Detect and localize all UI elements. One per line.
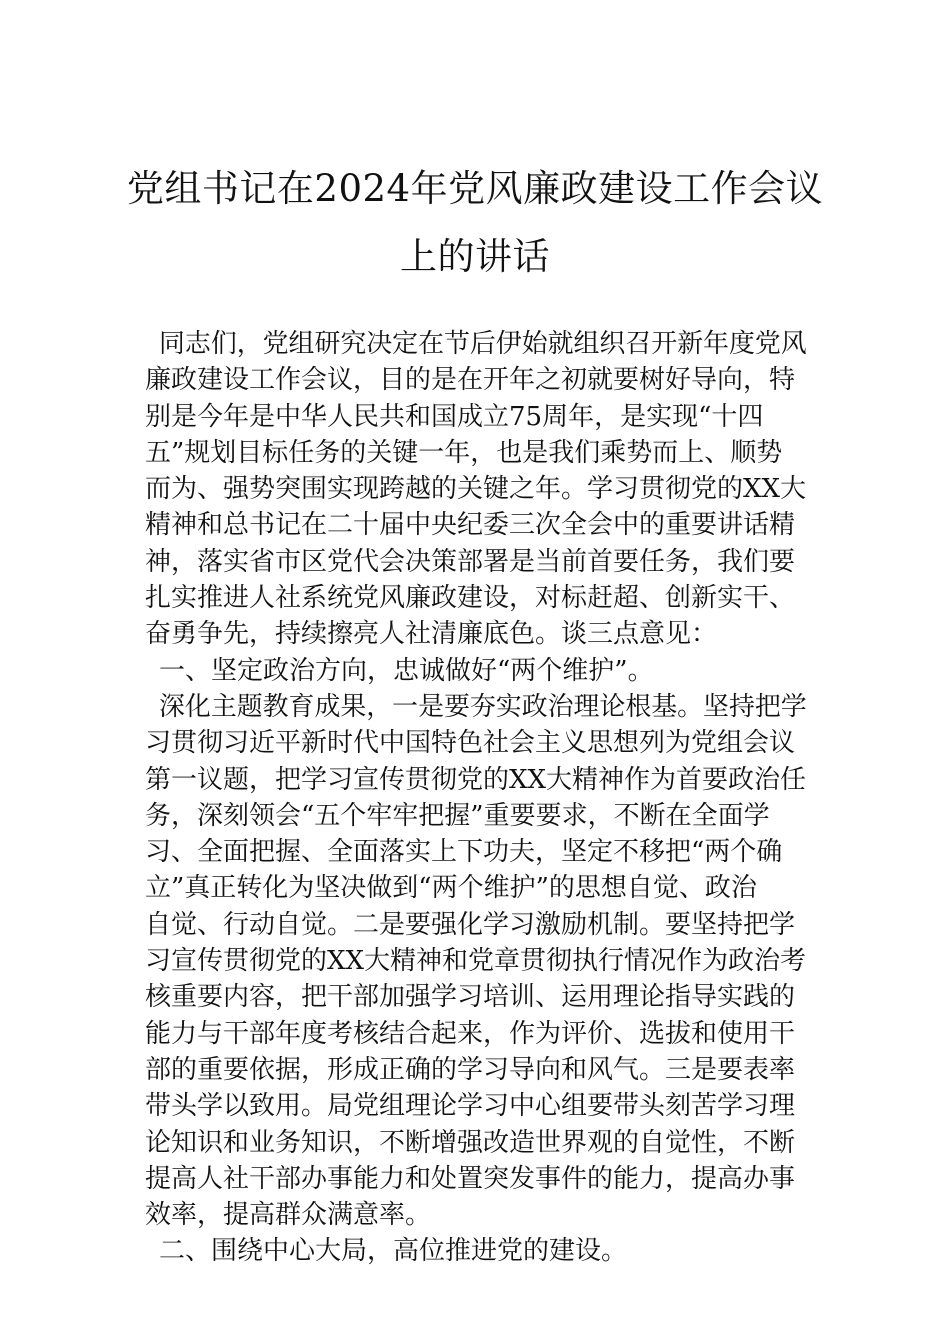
document-title-line-1: 党组书记在2024年党风廉政建设工作会议 (126, 167, 824, 210)
paragraph-line: 效率，提高群众满意率。 (145, 1200, 432, 1231)
section-heading: 一、坚定政治方向，忠诚做好“两个维护”。 (159, 655, 654, 686)
paragraph-line: 习宣传贯彻党的XX大精神和党章贯彻执行情况作为政治考 (145, 946, 807, 977)
document-body (145, 326, 807, 1270)
paragraph-line: 提高人社干部办事能力和处置突发事件的能力，提高办事 (145, 1163, 796, 1194)
paragraph-line: 能力与干部年度考核结合起来，作为评价、选拔和使用干 (145, 1018, 796, 1049)
paragraph-line: 奋勇争先，持续擦亮人社清廉底色。谈三点意见： (145, 619, 718, 650)
paragraph-line: 同志们，党组研究决定在节后伊始就组织召开新年度党风 (159, 329, 807, 359)
paragraph-line: 第一议题，把学习宣传贯彻党的XX大精神作为首要政治任 (145, 764, 807, 795)
paragraph-line: 廉政建设工作会议，目的是在开年之初就要树好导向，特 (145, 365, 796, 396)
paragraph-line: 核重要内容，把干部加强学习培训、运用理论指导实践的 (145, 982, 796, 1013)
paragraph-line: 论知识和业务知识，不断增强改造世界观的自觉性，不断 (145, 1127, 796, 1158)
paragraph-line: 自觉、行动自觉。二是要强化学习激励机制。要坚持把学 (145, 909, 796, 940)
paragraph-line: 部的重要依据，形成正确的学习导向和风气。三是要表率 (145, 1054, 796, 1085)
paragraph-line: 习贯彻习近平新时代中国特色社会主义思想列为党组会议 (145, 728, 796, 759)
paragraph-line: 神，落实省市区党代会决策部署是当前首要任务，我们要 (145, 546, 796, 577)
paragraph-line: 别是今年是中华人民共和国成立75周年，是实现“十四 (145, 401, 764, 432)
paragraph-line: 深化主题教育成果，一是要夯实政治理论根基。坚持把学 (159, 691, 807, 722)
paragraph-line: 习、全面把握、全面落实上下功夫，坚定不移把“两个确 (145, 837, 783, 868)
paragraph-line: 带头学以致用。局党组理论学习中心组要带头刻苦学习理 (145, 1091, 796, 1122)
paragraph-line: 立”真正转化为坚决做到“两个维护”的思想自觉、政治 (145, 873, 757, 904)
section-heading: 二、围绕中心大局，高位推进党的建设。 (159, 1236, 628, 1267)
paragraph-line: 而为、强势突围实现跨越的关键之年。学习贯彻党的XX大 (145, 474, 807, 505)
document-title-line-2: 上的讲话 (400, 235, 550, 278)
paragraph-line: 扎实推进人社系统党风廉政建设，对标赶超、创新实干、 (145, 583, 796, 614)
paragraph-line: 精神和总书记在二十届中央纪委三次全会中的重要讲话精 (145, 510, 796, 541)
paragraph-line: 五”规划目标任务的关键一年，也是我们乘势而上、顺势 (145, 437, 783, 468)
paragraph-line: 务，深刻领会“五个牢牢把握”重要要求，不断在全面学 (145, 800, 770, 831)
